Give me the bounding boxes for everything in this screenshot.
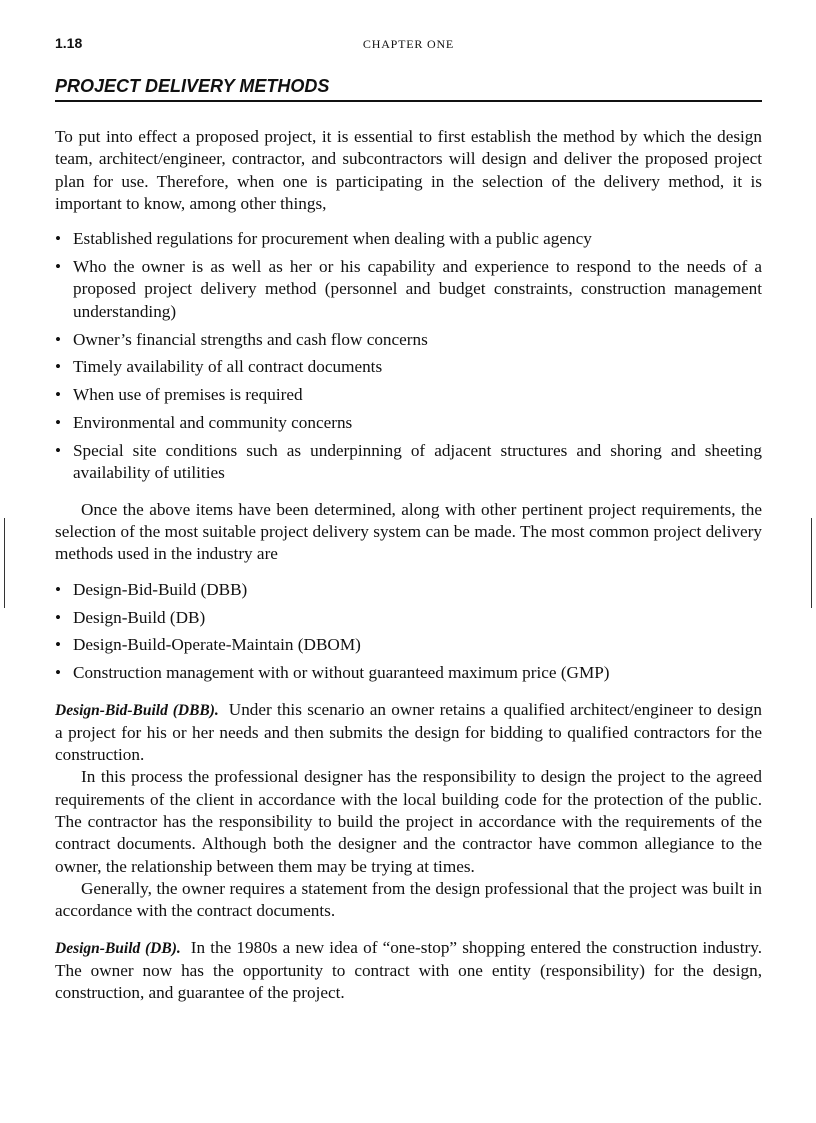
body-text [55,126,762,1004]
dbb-paragraph [55,699,762,767]
list-item: • Design-Build (DB) [55,607,762,629]
list-item: • Environmental and community concerns [55,412,762,434]
list-item: • Established regulations for procurement when dealing with a public agency [55,228,762,250]
page-number: 1.18 [55,35,83,51]
considerations-list [55,228,762,485]
list-item: • Who the owner is as well as her or his capability and experience to respond to the needs of a proposed project delivery method (personnel and budget constraints, construction management understanding) [55,256,762,323]
db-heading: Design-Build (DB). [55,939,181,957]
dbb-paragraph-3: Generally, the owner requires a statement from the design professional that the project was built in accordance with the contract documents. [55,878,762,921]
left-margin-rule [4,518,5,608]
list-item: • Owner’s financial strengths and cash flow concerns [55,329,762,351]
delivery-methods-list [55,579,762,685]
list-item: • When use of premises is required [55,384,762,406]
intro-paragraph: To put into effect a proposed project, it is essential to first establish the method by which the design team, architect/engineer, contractor, and subcontractors will design and deliver the proposed project plan for use. Therefore, when one is participating in the selection of the delivery method, it is important to know, among other things, [55,127,762,213]
list-item: • Construction management with or without guaranteed maximum price (GMP) [55,662,762,684]
running-head [55,35,762,55]
transition-paragraph: Once the above items have been determined, along with other pertinent project requirements, the selection of the most suitable project delivery system can be made. The most common project delivery methods used in the industry are [55,499,762,564]
list-item: • Timely availability of all contract documents [55,356,762,378]
section-title: PROJECT DELIVERY METHODS [55,76,762,102]
db-paragraph [55,937,762,1005]
right-margin-rule [811,518,812,608]
chapter-title: CHAPTER ONE [362,37,455,51]
list-item: • Design-Build-Operate-Maintain (DBOM) [55,634,762,656]
dbb-paragraph-2: In this process the professional designer has the responsibility to design the project to the agreed requirements of the client in accordance with the local building code for the protection of the public. The contractor has the responsibility to build the project in accordance with the requirements of the contract documents. Although both the designer and the contractor have common allegiance to the owner, the relationship between them may be trying at times. [55,767,762,876]
list-item: • Special site conditions such as underpinning of adjacent structures and shoring and sheeting availability of utilities [55,440,762,485]
list-item: • Design-Bid-Build (DBB) [55,579,762,601]
dbb-text: Under this scenario an owner retains a qualified architect/engineer to design a project for his or her needs and then submits the design for bidding to qualified contractors for the construction. [55,699,762,765]
db-text: In the 1980s a new idea of “one-stop” shopping entered the construction industry. The owner now has the opportunity to contract with one entity (responsibility) for the design, construction, and guarantee of the project. [55,937,762,1003]
dbb-heading: Design-Bid-Build (DBB). [55,701,219,719]
